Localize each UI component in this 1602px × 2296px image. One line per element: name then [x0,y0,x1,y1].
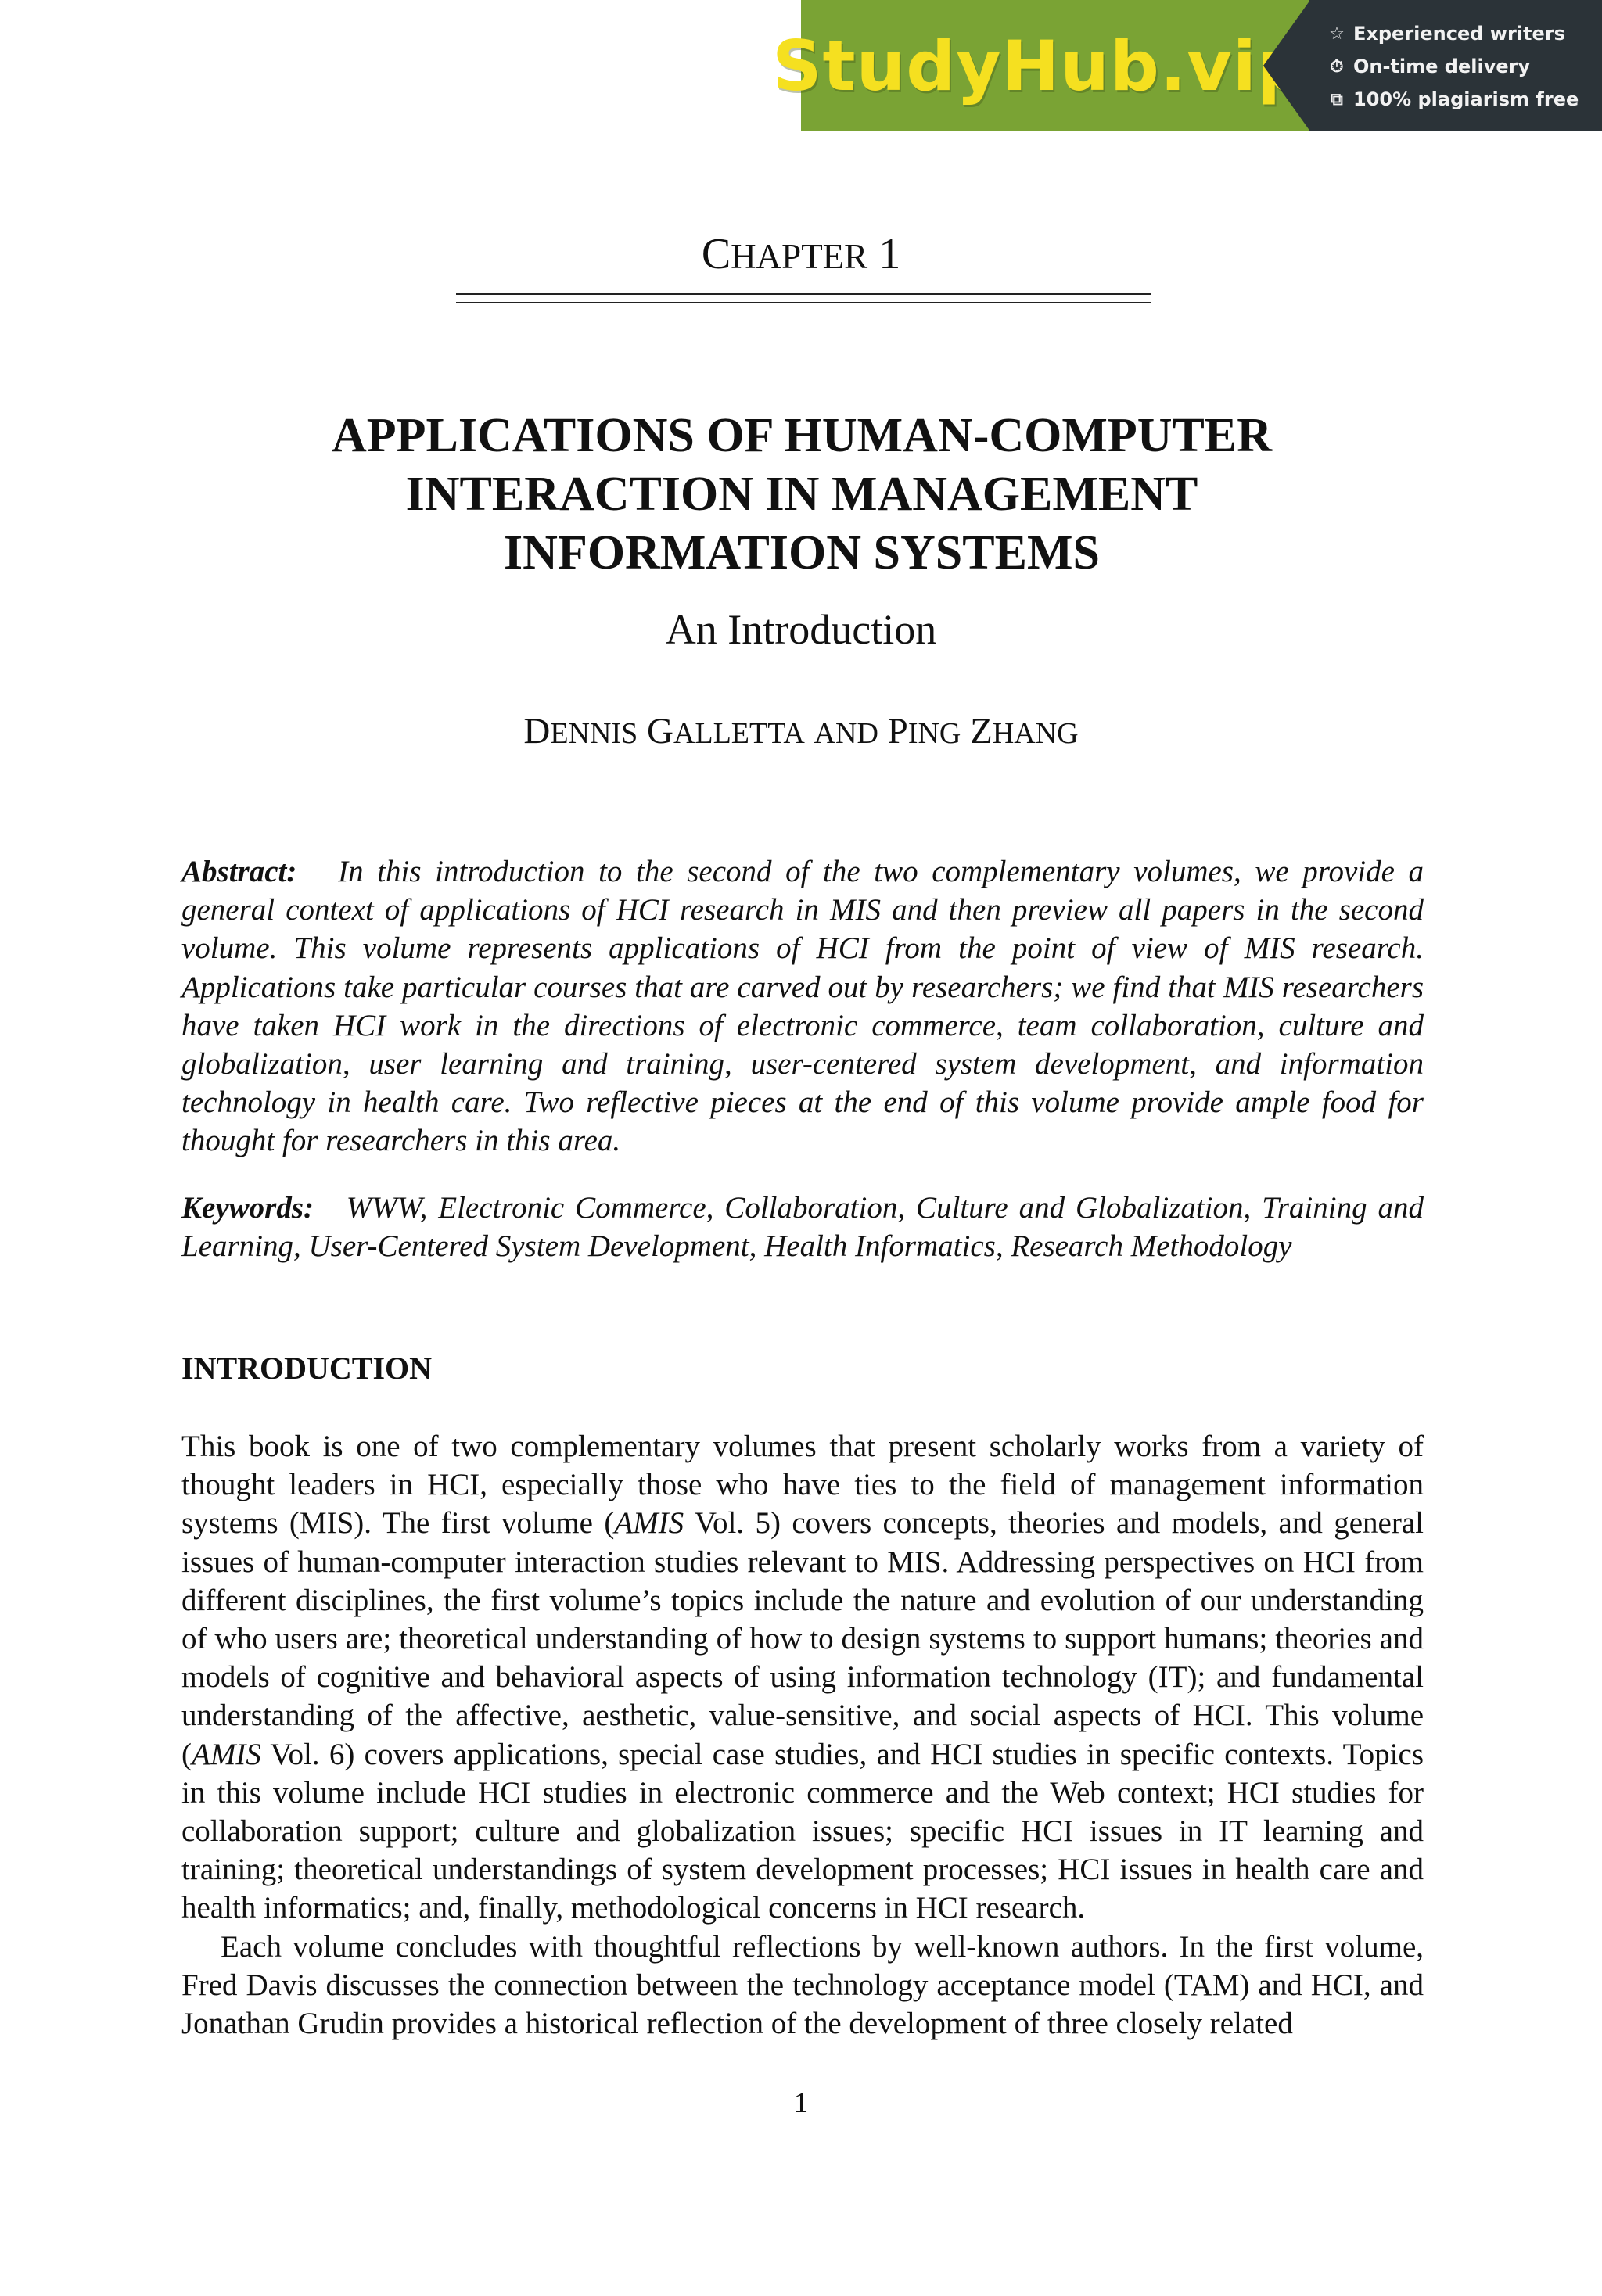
author-line [0,708,1602,757]
banner-logo[interactable] [772,0,1309,131]
paper-subtitle: An Introduction [665,606,937,653]
copy-icon: ⧉ [1331,89,1343,109]
introduction-paragraph-2: Each volume concludes with thoughtful reflections by well-known authors. In the first volume, Fred Davis discusses the connection between the technology acceptance model (TAM) and HCI, and Jonathan Grudin provides a historical reflection of the development of three closely related [181,1930,1424,2041]
logo-text: StudyHub.vip [772,25,1307,106]
banner-arrow [1263,0,1310,131]
text-run: Vol. 5) covers concepts, theories and models, and general issues of human-computer interaction studies relevant to MIS. Addressing perspectives on HCI from different disciplines, the first volume’s topics include the nature and evolution of our understanding of who users are; theoretical understanding of how to design systems to support humans; theories and models of cognitive and behavioral aspects of using information technology (IT); and fundamental understanding of the affective, aesthetic, value-sensitive, and social aspects of HCI. This volume ( [181,1506,1424,1771]
keywords-label: Keywords: [181,1191,314,1225]
abstract-text: In this introduction to the second of the two complementary volumes, we provide a general context of applications of HCI research in MIS and then preview all papers in the second volume. This volume represents applications of HCI from the point of view of MIS research. Applications take particular courses that are carved out by researchers; we find that MIS researchers have taken HCI work in the directions of electronic commerce, team collaboration, culture and globalization, user learning and training, user-centered system development, and information technology in health care. Two reflective pieces at the end of this volume provide ample food for thought for researchers in this area. [181,855,1424,1158]
author-name: ENNIS [550,717,638,750]
text-run: Vol. 6) covers applications, special case studies, and HCI studies in specific contexts. Topics in this volume include HCI studies in electronic commerce and the Web context; HCI studies for collaboration support; culture and globalization issues; specific HCI issues in IT learning and training; theoretical understandings of system development processes; HCI issues in health care and health informatics; and, finally, methodological concerns in HCI research. [181,1737,1424,1925]
author-name: ALLETTA [673,717,805,750]
abstract-label: Abstract: [181,855,297,888]
abstract [181,852,1424,1161]
feature-label: On-time delivery [1353,56,1531,77]
feature-on-time-delivery [1325,50,1602,83]
clock-icon: ⏱ [1330,56,1344,77]
keywords [181,1189,1424,1265]
feature-plagiarism-free [1325,83,1602,116]
star-icon: ☆ [1329,23,1345,44]
chapter-rule-top [456,293,1151,295]
title-line: INFORMATION SYSTEMS [504,526,1100,579]
chapter-number: 1 [878,230,901,278]
section-heading-introduction: INTRODUCTION [181,1351,433,1386]
series-name: AMIS [192,1737,261,1771]
feature-label: Experienced writers [1353,23,1565,45]
chapter-heading [0,227,1602,284]
author-initial: G [646,711,673,752]
introduction-paragraph-1 [181,1427,1424,1928]
paper-title [196,407,1408,583]
title-line: INTERACTION IN MANAGEMENT [405,468,1198,521]
promo-banner[interactable] [772,0,1602,131]
author-name: HANG [992,717,1079,750]
chapter-rule-bottom [456,302,1151,303]
chapter-initial: C [701,230,731,278]
series-name: AMIS [614,1506,684,1541]
author-conjunction: AND [814,717,878,750]
author-initial: Z [970,711,993,752]
feature-experienced-writers [1325,17,1602,50]
chapter-word: HAPTER [731,237,868,276]
author-initial: D [523,711,551,752]
keywords-text: WWW, Electronic Commerce, Collaboration, Culture and Globalization, Training and Learning, User-Centered System Development, Health Informatics, Research Methodology [181,1191,1424,1264]
author-name: ING [907,717,961,750]
text-run: This book is one of two complementary volumes that present scholarly works from a variety of thought leaders in HCI, especially those who have ties to the field of management information systems (MIS). The first volume ( [181,1430,1424,1541]
page-number: 1 [793,2087,809,2119]
author-initial: P [887,711,908,752]
feature-label: 100% plagiarism free [1353,88,1579,110]
title-line: APPLICATIONS OF HUMAN-COMPUTER [331,409,1273,462]
banner-features [1309,0,1602,131]
